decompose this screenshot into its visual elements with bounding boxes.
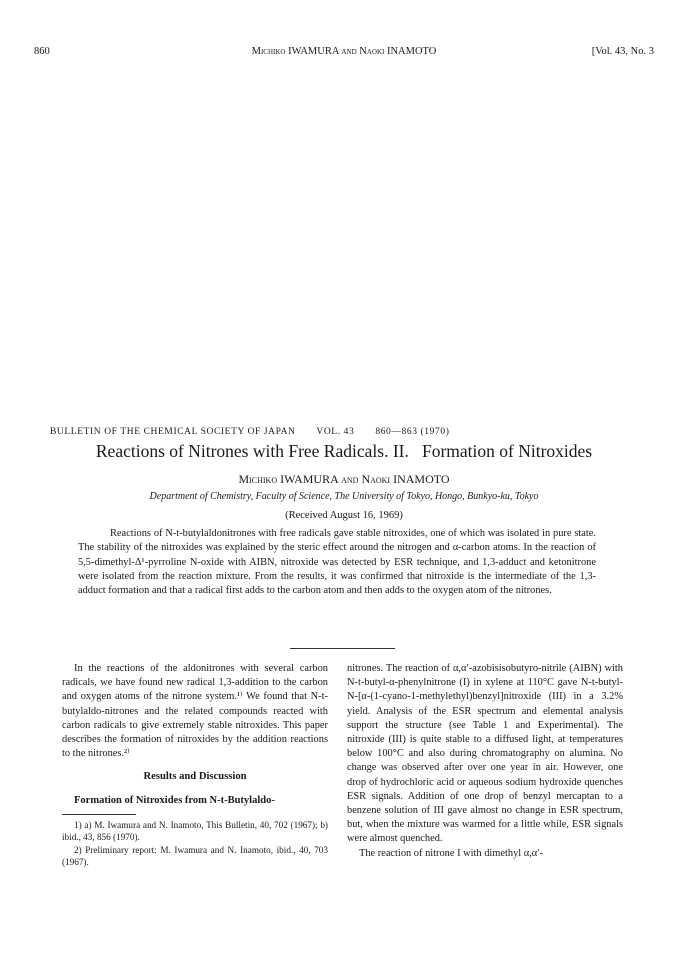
section-heading: Results and Discussion: [143, 771, 247, 783]
volume-info: [Vol. 43, No. 3: [591, 46, 654, 57]
body-paragraph-1: nitrones. The reaction of α,α′-azobisisobutyro-nitrile (AIBN) with N-t-butyl-α-phenylnitrone (I) in xylene at 110°C gave N-t-butyl-N-[α-(1-cyano-1-methylethyl)benzyl]nitroxide (III) in a 3.2% yield. Analysis of the ESR spectrum and elemental analysis support the structure (see Table 1 and Experimental). The nitroxide (III) is quite stable to a diffused light, at temperatures below 100°C and also during chromatography on alumina. No change was observed after over one year in air. However, one drop of hydrochloric acid or aqueous sodium hydroxide quenches ESR signals. Addition of one drop of benzyl mercaptan to a benzene solution of III gave almost no change in ESR spectrum, but, when the mixture was warmed for a little while, ESR signals were almost quenched.: [347, 663, 623, 845]
affiliation: Department of Chemistry, Faculty of Science, The University of Tokyo, Hongo, Bunkyo-ku, Tokyo: [149, 491, 539, 502]
journal-pages: 860—863 (1970): [375, 427, 450, 437]
left-column: [62, 662, 328, 868]
article-title: Reactions of Nitrones with Free Radicals. II. Formation of Nitroxides: [95, 441, 593, 461]
journal-volume: VOL. 43: [316, 427, 355, 437]
received-date: (Received August 16, 1969): [285, 510, 403, 521]
footnote-1: 1) a) M. Iwamura and N. Inamoto, This Bulletin, 40, 702 (1967); b) ibid., 43, 856 (1970).: [62, 819, 328, 843]
separator-rule: [290, 648, 395, 649]
body-paragraph-2: The reaction of nitrone I with dimethyl α,α′-: [359, 847, 543, 859]
right-column: [347, 662, 623, 861]
footnote-rule: [62, 814, 136, 815]
abstract: Reactions of N-t-butylaldonitrones with free radicals gave stable nitroxides, one of which was isolated in pure state. The stability of the nitroxides was explained by the steric effect around the nitrogen and α-carbon atoms. In the reaction of 5,5-dimethyl-Δ¹-pyrroline N-oxide with AIBN, nitroxide was detected by ESR technique, and 1,3-adduct and ketonitrone were isolated from the reaction mixture. From the results, it was confirmed that nitroxide is the intermediate of the 1,3-adduct formation and that a radical first adds to the carbon atom and then adds to the oxygen atom of the nitrones.: [78, 528, 596, 597]
journal-line: [50, 427, 467, 437]
article-authors: Michiko IWAMURA and Naoki INAMOTO: [238, 472, 450, 486]
running-head: [34, 46, 654, 60]
journal-name: BULLETIN OF THE CHEMICAL SOCIETY OF JAPAN: [50, 427, 296, 437]
intro-paragraph: In the reactions of the aldonitrones with several carbon radicals, we have found new radical 1,3-addition to the carbon and oxygen atoms of the nitrone system.¹⁾ We found that N-t-butylaldo-nitrones and the related compounds reacted with carbon radicals to give extremely stable nitroxides. This paper describes the formation of nitroxides by the addition reactions to the nitrones.²⁾: [62, 663, 328, 760]
footnote-2: 2) Preliminary report: M. Iwamura and N. Inamoto, ibid., 40, 703 (1967).: [62, 844, 328, 868]
subsection-heading: Formation of Nitroxides from N-t-Butylaldo-: [74, 794, 275, 806]
running-head-authors: Michiko IWAMURA and Naoki INAMOTO: [251, 46, 437, 57]
page-number: 860: [34, 46, 50, 57]
